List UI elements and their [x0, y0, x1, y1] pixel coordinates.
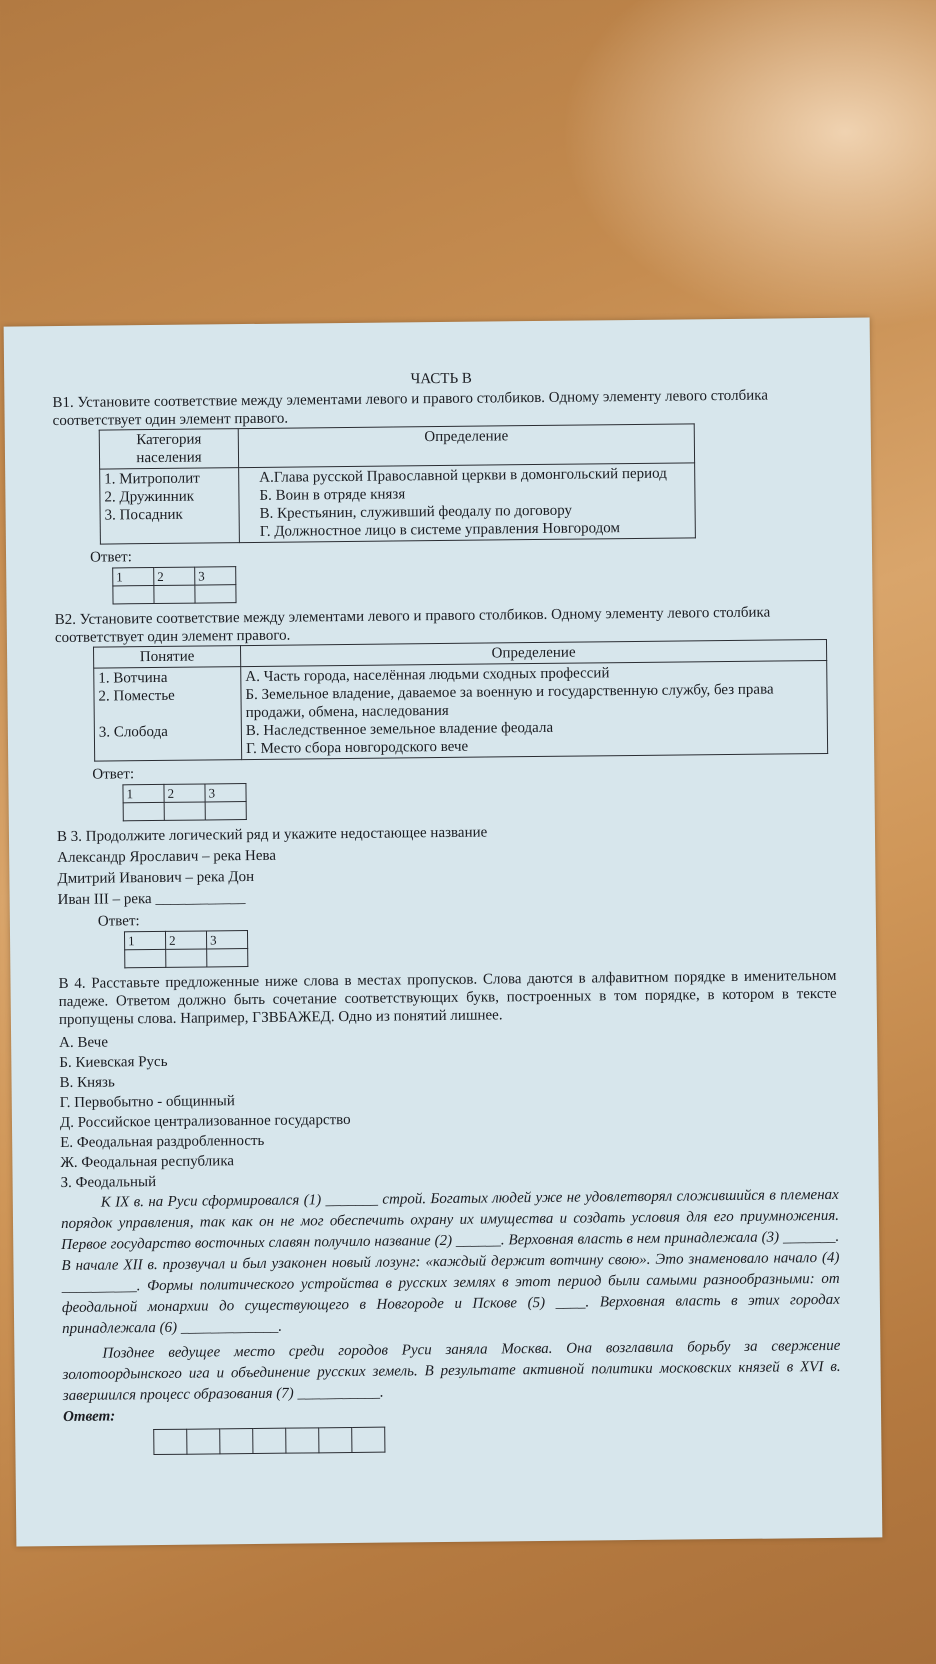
b2-left-item: 3. Слобода — [98, 723, 168, 741]
b3-task: В 3. Продолжите логический ряд и укажите недостающее название — [56, 824, 488, 846]
b1-answer-head: 2 — [154, 567, 195, 585]
b1-head-left: Категория населения — [99, 429, 238, 469]
b1-right-item: А.Глава русской Православной церкви в домонгольский период — [259, 465, 667, 486]
b2-left-column — [94, 667, 242, 762]
b2-head-left: Понятие — [93, 646, 240, 669]
b4-answer-grid — [153, 1427, 385, 1455]
b2-right-column — [241, 660, 828, 759]
b4-option: Б. Киевская Русь — [59, 1053, 168, 1072]
b1-head-right: Определение — [238, 424, 694, 468]
b2-answer-head: 2 — [164, 784, 205, 802]
b2-right-item: Г. Место сбора новгородского вече — [245, 738, 469, 758]
b4-option: В. Князь — [59, 1074, 115, 1092]
b1-right-column — [239, 463, 696, 543]
b2-answer-grid — [122, 783, 246, 821]
b1-answer-cell[interactable] — [113, 586, 154, 604]
b3-answer-cell[interactable] — [125, 949, 166, 967]
b3-answer-head: 2 — [165, 931, 206, 949]
b2-right-item: В. Наследственное земельное владение феодала — [245, 719, 554, 740]
b1-answer-cell[interactable] — [195, 585, 236, 603]
b4-option: Е. Феодальная раздробленность — [60, 1132, 265, 1152]
b2-right-item: Б. Земельное владение, даваемое за военную и государственную службу, без права продажи, обмена, наследования — [245, 681, 774, 722]
b2-left-item: 1. Вотчина — [98, 669, 168, 687]
b2-answer-head: 3 — [205, 784, 246, 802]
b4-answer-cell[interactable] — [286, 1428, 319, 1453]
b4-options — [59, 1025, 839, 1193]
b1-left-item: 2. Дружинник — [104, 488, 195, 506]
b3-line: Александр Ярославич – река Нева — [57, 847, 277, 867]
b2-right-item: А. Часть города, населённая людьми сходных профессий — [245, 665, 610, 686]
b2-head-right: Определение — [240, 639, 826, 666]
b4-answer-cell[interactable] — [154, 1429, 187, 1454]
b2-answer-cell[interactable] — [123, 802, 164, 820]
b3-answer-head: 3 — [206, 931, 247, 949]
b1-answer-head: 1 — [113, 568, 154, 586]
b4-paragraph-1: К IX в. на Руси сформировался (1) _______ строй. Богатых людей уже не удовлетворял сложившийся в племенах порядок управления, так как он не мог обеспечить охрану их имущества и создать условия для его приумножения. Первое государство восточных славян получило название (2) ______. Верховная власть в нем принадлежала (3) _______. В начале XII в. прозвучал и был узаконен новый лозунг: «каждый держит вотчину свою». Это знаменовало начало (4) __________. Формы политического устройства в русских землях в этот период были самыми разнообразными: от феодальной монархии до существующего в Новгороде и Пскове (5) ____. Верховная власть в этих городах принадлежала (6) _____________. — [60, 1186, 840, 1338]
light-glare — [560, 0, 936, 330]
b1-right-item: Г. Должностное лицо в системе управления Новгородом — [259, 520, 621, 540]
b1-task: В1. Установите соответствие между элементами левого и правого столбиков. Одному элементу левого столбика соответствует один элемент правого. — [52, 387, 769, 430]
b1-left-column — [100, 468, 240, 544]
b2-answer-label: Ответ: — [92, 766, 135, 783]
b3-line: Дмитрий Иванович – река Дон — [57, 868, 255, 888]
b1-right-item: В. Крестьянин, служивший феодалу по договору — [259, 502, 573, 522]
b4-option: Ж. Феодальная республика — [60, 1153, 235, 1172]
b2-left-item: 2. Поместье — [98, 687, 175, 705]
b4-option: А. Вече — [59, 1034, 109, 1052]
b4-answer-cell[interactable] — [352, 1427, 385, 1452]
worksheet-page — [4, 317, 883, 1546]
b1-left-item: 1. Митрополит — [104, 470, 200, 488]
b4-option: Г. Первобытно - общинный — [59, 1093, 235, 1112]
b4-answer-cell[interactable] — [220, 1429, 253, 1454]
b3-answer-head: 1 — [124, 931, 165, 949]
b1-answer-cell[interactable] — [154, 585, 195, 603]
b2-task: В2. Установите соответствие между элементами левого и правого столбиков. Одному элементу левого столбика соответствует один элемент правого. — [54, 604, 771, 647]
b4-answer-cell[interactable] — [319, 1427, 352, 1452]
b4-task: В 4. Расставьте предложенные ниже слова в местах пропусков. Слова даются в алфавитном порядке в именительном падеже. Ответом должно быть сочетание соответствующих букв, построенных в том порядке, в котором в тексте пропущены слова. Например, ГЗВБАЖЕД. Одно из понятий лишнее. — [58, 967, 837, 1029]
part-title: ЧАСТЬ В — [410, 370, 472, 388]
b3-answer-cell[interactable] — [207, 949, 248, 967]
b1-answer-head: 3 — [195, 567, 236, 585]
b1-answer-label: Ответ: — [89, 549, 132, 566]
b2-answer-head: 1 — [123, 784, 164, 802]
b4-paragraph-2: Позднее ведущее место среди городов Руси заняла Москва. Она возглавила борьбу за свержение золотоордынского ига и объединение русских земель. В результате активной политики московских князей в XVI в. завершился процесс образования (7) ___________. — [62, 1337, 841, 1405]
b4-option: Д. Российское централизованное государство — [59, 1111, 351, 1132]
worksheet-content — [52, 366, 841, 1456]
b1-left-item: 3. Посадник — [104, 506, 183, 524]
b2-answer-cell[interactable] — [164, 802, 205, 820]
b2-table — [93, 639, 828, 762]
b3-answer-cell[interactable] — [166, 949, 207, 967]
b3-line: Иван III – река ____________ — [57, 890, 246, 909]
b1-table — [99, 423, 696, 544]
b4-answer-cell[interactable] — [253, 1428, 286, 1453]
b4-answer-label: Ответ: — [62, 1408, 116, 1426]
b1-answer-grid — [112, 566, 236, 604]
b1-right-item: Б. Воин в отряде князя — [259, 486, 406, 504]
b4-option: З. Феодальный — [60, 1174, 157, 1192]
b3-answer-grid — [124, 930, 248, 968]
b3-answer-label: Ответ: — [97, 913, 140, 930]
b2-answer-cell[interactable] — [205, 802, 246, 820]
b4-answer-cell[interactable] — [187, 1429, 220, 1454]
